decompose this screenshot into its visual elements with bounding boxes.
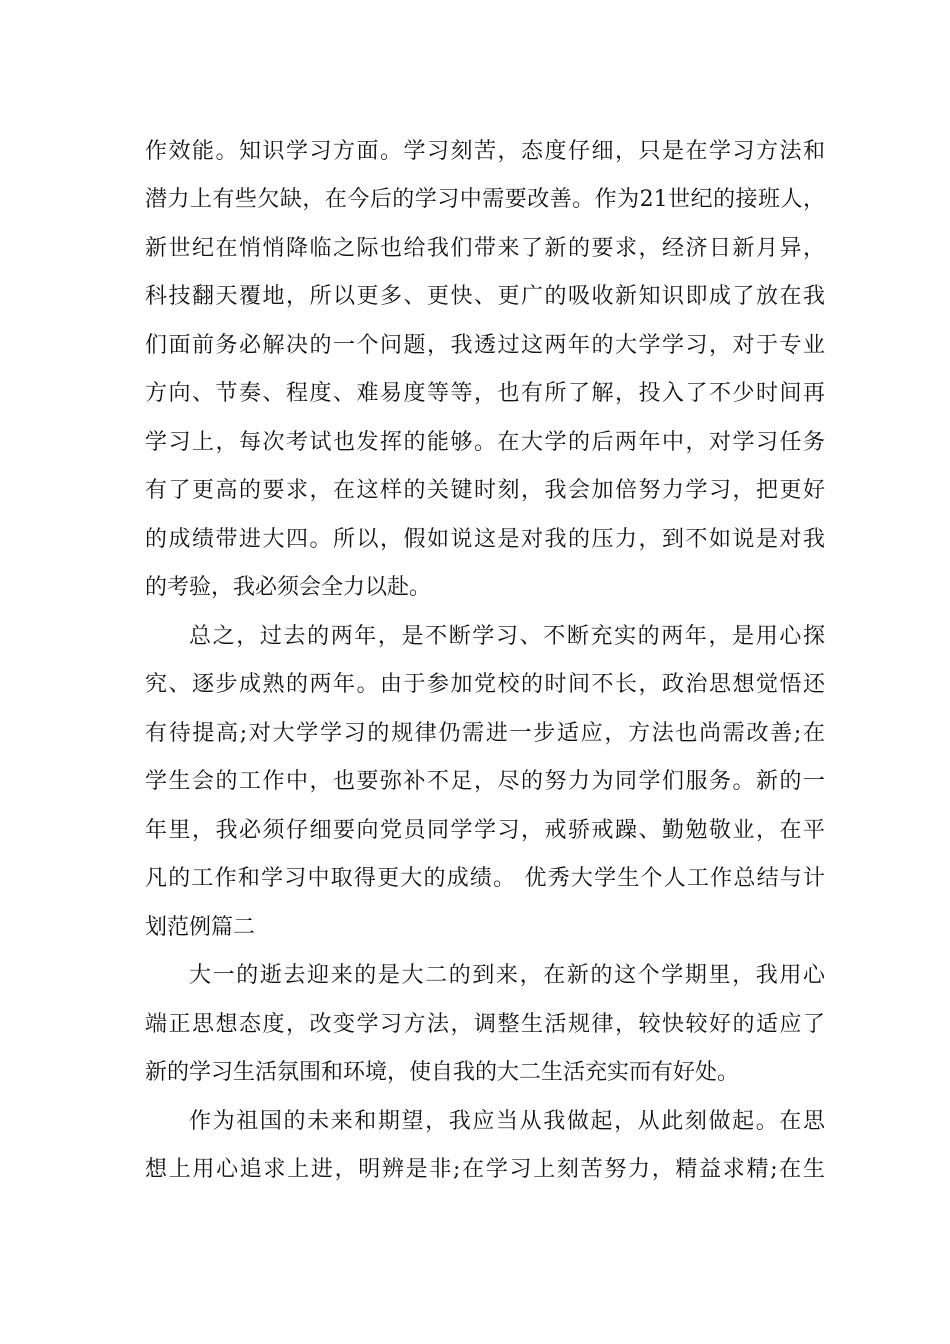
text-line: 的考验，我必须会全力以赴。	[145, 575, 432, 600]
text-line: 科技翻天覆地，所以更多、更快、更广的吸收新知识即成了放在我	[145, 284, 825, 309]
text-line: 年里，我必须仔细要向党员同学学习，戒骄戒躁、勤勉敬业，在平	[145, 818, 825, 843]
text-line: 的成绩带进大四。所以，假如说这是对我的压力，到不如说是对我	[145, 527, 825, 552]
paragraph-first-line: 大一的逝去迎来的是大二的到来，在新的这个学期里，我用心	[189, 963, 825, 988]
section-heading-line: 划范例篇二	[145, 915, 256, 940]
text-line: 方向、节奏、程度、难易度等等，也有所了解，投入了不少时间再	[145, 381, 825, 406]
text-line: 端正思想态度，改变学习方法，调整生活规律，较快较好的适应了	[145, 1012, 825, 1037]
text-line: 究、逐步成熟的两年。由于参加党校的时间不长，政治思想觉悟还	[145, 672, 825, 697]
text-line: 新的学习生活氛围和环境，使自我的大二生活充实而有好处。	[145, 1060, 740, 1085]
text-line: 作效能。知识学习方面。学习刻苦，态度仔细，只是在学习方法和	[145, 139, 825, 164]
text-line: 学生会的工作中，也要弥补不足，尽的努力为同学们服务。新的一	[145, 769, 825, 794]
text-line: 潜力上有些欠缺，在今后的学习中需要改善。作为21世纪的接班人，	[145, 187, 825, 212]
text-line: 学习上，每次考试也发挥的能够。在大学的后两年中，对学习任务	[145, 430, 825, 455]
text-line: 有待提高;对大学学习的规律仍需进一步适应，方法也尚需改善;在	[145, 721, 825, 746]
text-line: 有了更高的要求，在这样的关键时刻，我会加倍努力学习，把更好	[145, 478, 825, 503]
paragraph-first-line: 总之，过去的两年，是不断学习、不断充实的两年，是用心探	[189, 624, 825, 649]
text-line: 新世纪在悄悄降临之际也给我们带来了新的要求，经济日新月异，	[145, 236, 825, 261]
text-line: 凡的工作和学习中取得更大的成绩。 优秀大学生个人工作总结与计	[145, 866, 825, 891]
text-line: 想上用心追求上进，明辨是非;在学习上刻苦努力，精益求精;在生	[145, 1157, 825, 1182]
paragraph-first-line: 作为祖国的未来和期望，我应当从我做起，从此刻做起。在思	[189, 1109, 825, 1134]
text-line: 们面前务必解决的一个问题，我透过这两年的大学学习，对于专业	[145, 333, 825, 358]
